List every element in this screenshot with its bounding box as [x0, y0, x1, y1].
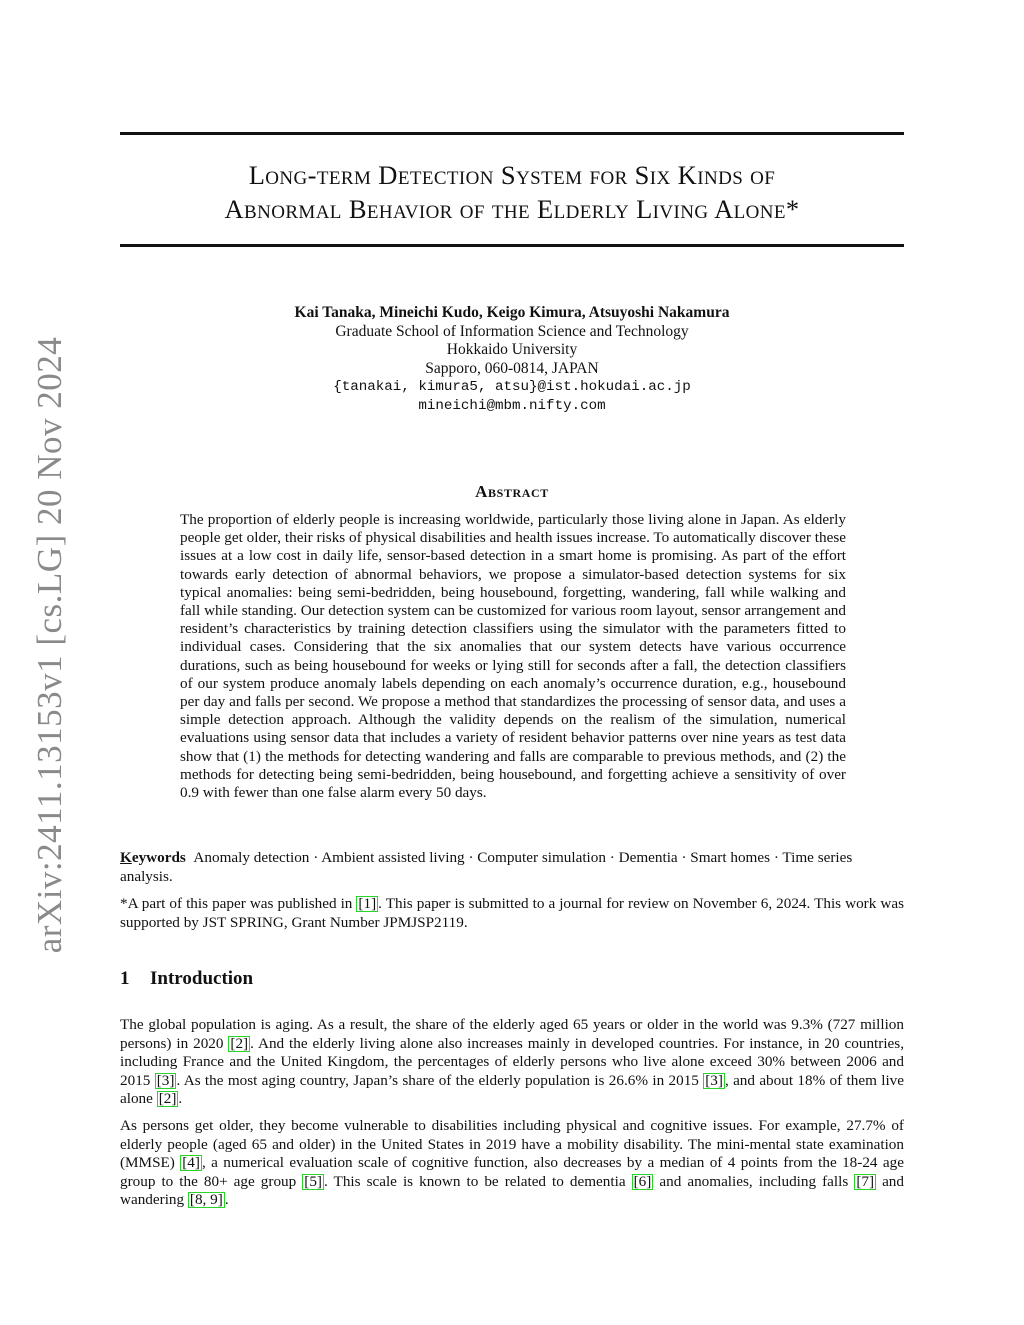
paper-title: [120, 158, 904, 226]
citation-link[interactable]: [1]: [358, 895, 377, 912]
title-rule-top: [120, 132, 904, 135]
footnote: *A part of this paper was published in [1] . This paper is submitted to a journal for review on November 6, 2024. This work was supported by JST SPRING, Grant Number JPMJSP2119.: [120, 895, 904, 931]
keywords: [120, 849, 904, 886]
citation-link[interactable]: [3]: [156, 1071, 175, 1089]
title-line-2: Abnormal Behavior of the Elderly Living Alone*: [224, 194, 800, 224]
title-line-1: Long-term Detection System for Six Kinds of: [248, 160, 776, 190]
abstract-heading: Abstract: [475, 482, 549, 501]
author-block: [120, 304, 904, 415]
section-title: Introduction: [150, 968, 254, 989]
citation-link[interactable]: [8, 9]: [189, 1191, 223, 1209]
intro-paragraph-1: The global population is aging. As a result, the share of the elderly aged 65 years or older in the world was 9.3% (727 million persons) in 2020 [2] . And the elderly living alone also increases mainly in developed countries. For instance, in 20 countries, including France and the United Kingdom, the percentages of elderly persons who live alone exceed 30% between 2006 and 2015 [3] . As the most aging country, Japan’s share of the elderly population is 26.6% in 2015 [3] , and about 18% of them live alone [2] .: [120, 1016, 905, 1108]
citation-link[interactable]: [7]: [856, 1172, 875, 1190]
citation-link[interactable]: [6]: [633, 1172, 652, 1190]
citation-link[interactable]: [5]: [304, 1172, 322, 1190]
author-names: Kai Tanaka, Mineichi Kudo, Keigo Kimura, Atsuyoshi Nakamura: [294, 304, 730, 321]
title-rule-bottom: [120, 244, 904, 247]
author-university: Hokkaido University: [446, 341, 578, 358]
citation-link[interactable]: [2]: [230, 1034, 249, 1052]
citation-link[interactable]: [3]: [705, 1071, 723, 1089]
abstract-text: The proportion of elderly people is increasing worldwide, particularly those living alone in Japan. As elderly people get older, their risks of physical disabilities and health issues increase. To automatically discover these issues at a low cost in daily life, sensor-based detection in a smart home is promising. As part of the effort towards early detection of abnormal behaviors, we propose a simulator-based detection systems for six typical anomalies: being semi-bedridden, being housebound, forgetting, wandering, fall while walking and fall while standing. Our detection system can be customized for various room layout, sensor arrangement and resident’s characteristics by training detection classifiers using the simulator with the parameters fitted to individual cases. Considering that the six anomalies that our system detects have various occurrence durations, such as being housebound for weeks or lying still for seconds after a fall, the detection classifiers of our system produce anomaly labels depending on each anomaly’s occurrence duration, e.g., housebound per day and falls per second. We propose a method that standardizes the processing of sensor data, and uses a simple detection approach. Although the validity depends on the realism of the simulation, numerical evaluations using sensor data that includes a variety of resident behavior patterns over nine years as test data show that (1) the methods for detecting wandering and falls are comparable to previous methods, and (2) the methods for detecting being semi-bedridden, being housebound, and forgetting achieve a sensitivity of over 0.9 with fewer than one false alarm every 50 days.: [180, 511, 846, 802]
author-email-group[interactable]: {tanakai, kimura5, atsu}@ist.hokudai.ac.jp: [333, 379, 691, 395]
section-number: 1: [120, 968, 130, 989]
section-heading-introduction: [120, 968, 904, 990]
author-affiliation: Graduate School of Information Science and Technology: [335, 322, 689, 340]
arxiv-identifier[interactable]: arXiv:2411.13153v1 [cs.LG] 20 Nov 2024: [30, 336, 69, 954]
author-address: Sapporo, 060-0814, JAPAN: [425, 359, 599, 377]
citation-link[interactable]: [4]: [182, 1154, 200, 1172]
keywords-label: Keywords: [120, 849, 186, 866]
author-email-kudo[interactable]: mineichi@mbm.nifty.com: [418, 397, 606, 414]
citation-link[interactable]: [2]: [158, 1090, 177, 1108]
keywords-text: Anomaly detection · Ambient assisted living · Computer simulation · Dementia · Smart homes · Time series analysis.: [120, 849, 853, 885]
intro-paragraph-2: As persons get older, they become vulnerable to disabilities including physical and cognitive issues. For example, 27.7% of elderly people (aged 65 and older) in the United States in 2019 have a mobility disability. The mini-mental state examination (MMSE) [4] , a numerical evaluation scale of cognitive function, also decreases by a median of 4 points from the 18-24 age group to the 80+ age group [5] . This scale is known to be related to dementia [6] and anomalies, including falls [7] and wandering [8, 9] .: [120, 1117, 904, 1209]
